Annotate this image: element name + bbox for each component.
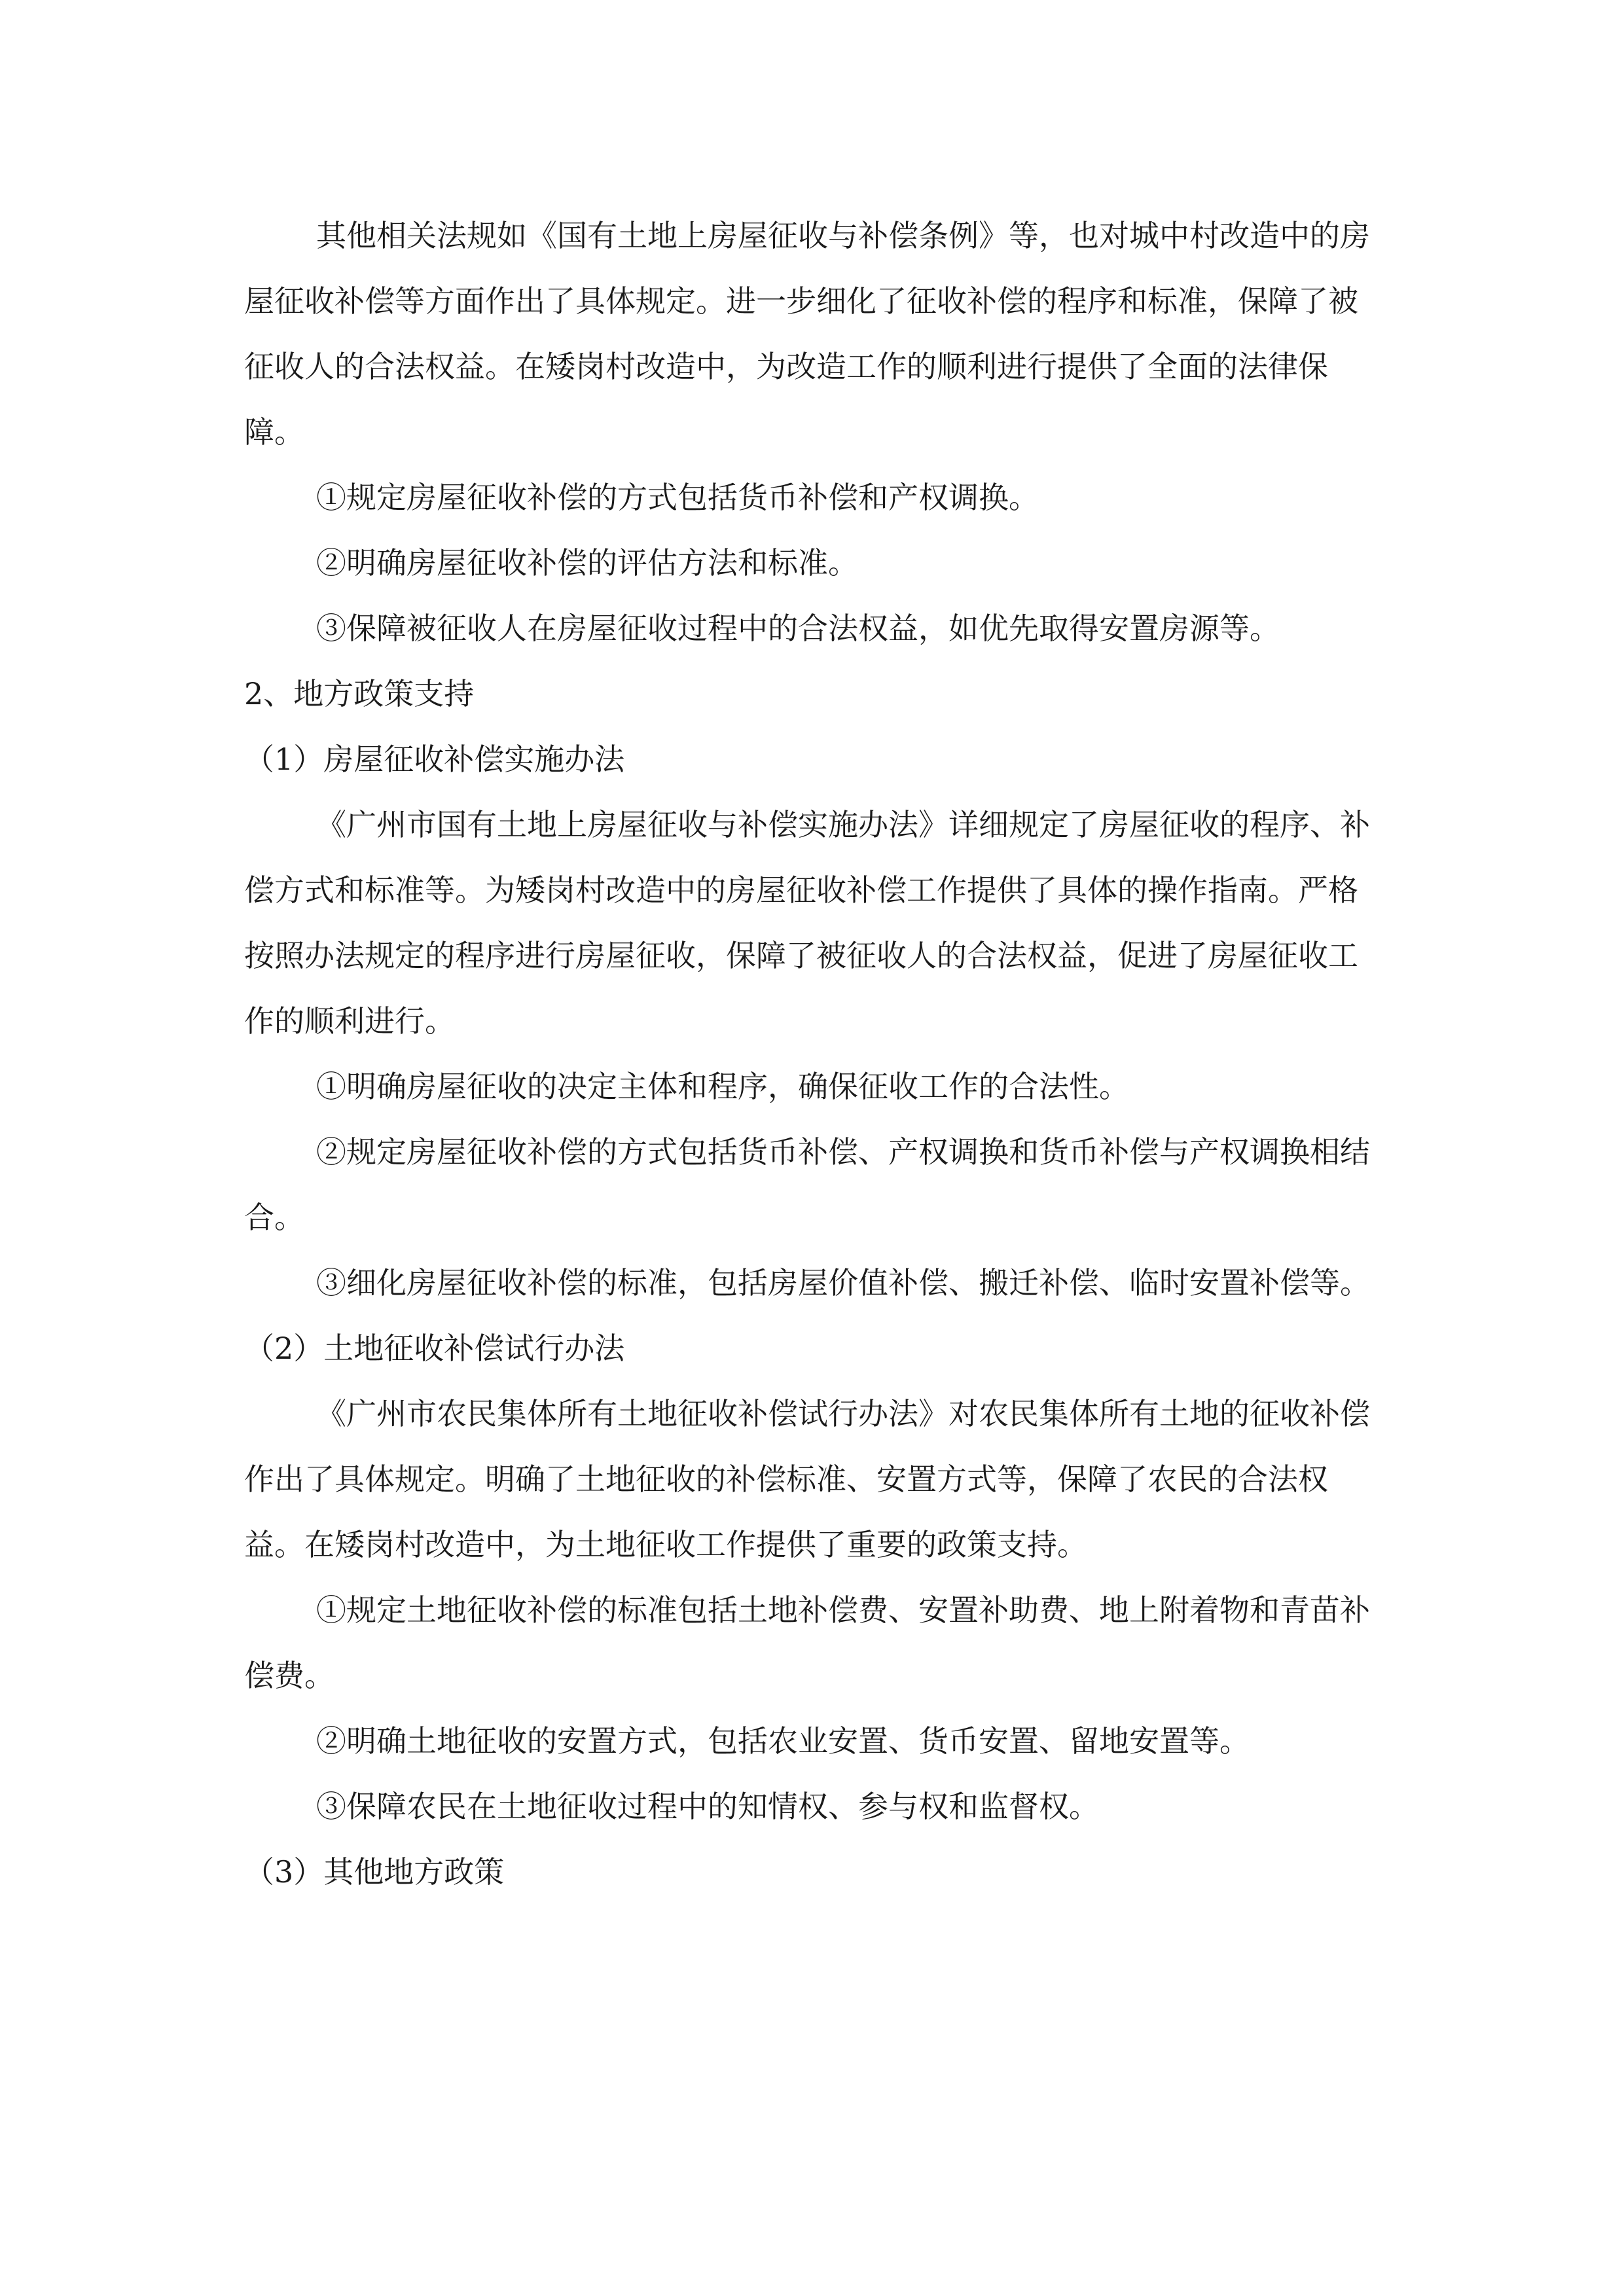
subsection-2-item-2: ②明确土地征收的安置方式，包括农业安置、货币安置、留地安置等。 xyxy=(316,1723,1250,1759)
document-body xyxy=(244,203,1380,1905)
subsection-1-item-2: ②规定房屋征收补偿的方式包括货币补偿、产权调换和货币补偿与产权调换相结合。 xyxy=(244,1134,1370,1235)
subsection-heading-3: （3）其他地方政策 xyxy=(244,1854,505,1890)
section-heading-local-policy: 2、地方政策支持 xyxy=(244,676,475,711)
subsection-1-item-3: ③细化房屋征收补偿的标准，包括房屋价值补偿、搬迁补偿、临时安置补偿等。 xyxy=(316,1265,1370,1300)
subsection-heading-2: （2）土地征收补偿试行办法 xyxy=(244,1331,625,1366)
intro-item-2: ②明确房屋征收补偿的评估方法和标准。 xyxy=(316,545,858,581)
subsection-heading-1: （1）房屋征收补偿实施办法 xyxy=(244,742,625,777)
intro-paragraph: 其他相关法规如《国有土地上房屋征收与补偿条例》等，也对城中村改造中的房屋征收补偿等方面作出了具体规定。进一步细化了征收补偿的程序和标准，保障了被征收人的合法权益。在矮岗村改造中，为改造工作的顺利进行提供了全面的法律保障。 xyxy=(244,218,1370,450)
subsection-2-paragraph: 《广州市农民集体所有土地征收补偿试行办法》对农民集体所有土地的征收补偿作出了具体规定。明确了土地征收的补偿标准、安置方式等，保障了农民的合法权益。在矮岗村改造中，为土地征收工作提供了重要的政策支持。 xyxy=(244,1396,1370,1562)
subsection-1-paragraph: 《广州市国有土地上房屋征收与补偿实施办法》详细规定了房屋征收的程序、补偿方式和标准等。为矮岗村改造中的房屋征收补偿工作提供了具体的操作指南。严格按照办法规定的程序进行房屋征收，保障了被征收人的合法权益，促进了房屋征收工作的顺利进行。 xyxy=(244,807,1370,1039)
subsection-2-item-1: ①规定土地征收补偿的标准包括土地补偿费、安置补助费、地上附着物和青苗补偿费。 xyxy=(244,1592,1370,1693)
intro-item-1: ①规定房屋征收补偿的方式包括货币补偿和产权调换。 xyxy=(316,480,1039,515)
subsection-2-item-3: ③保障农民在土地征收过程中的知情权、参与权和监督权。 xyxy=(316,1789,1099,1824)
intro-item-3: ③保障被征收人在房屋征收过程中的合法权益，如优先取得安置房源等。 xyxy=(316,611,1280,646)
subsection-1-item-1: ①明确房屋征收的决定主体和程序，确保征收工作的合法性。 xyxy=(316,1069,1129,1104)
